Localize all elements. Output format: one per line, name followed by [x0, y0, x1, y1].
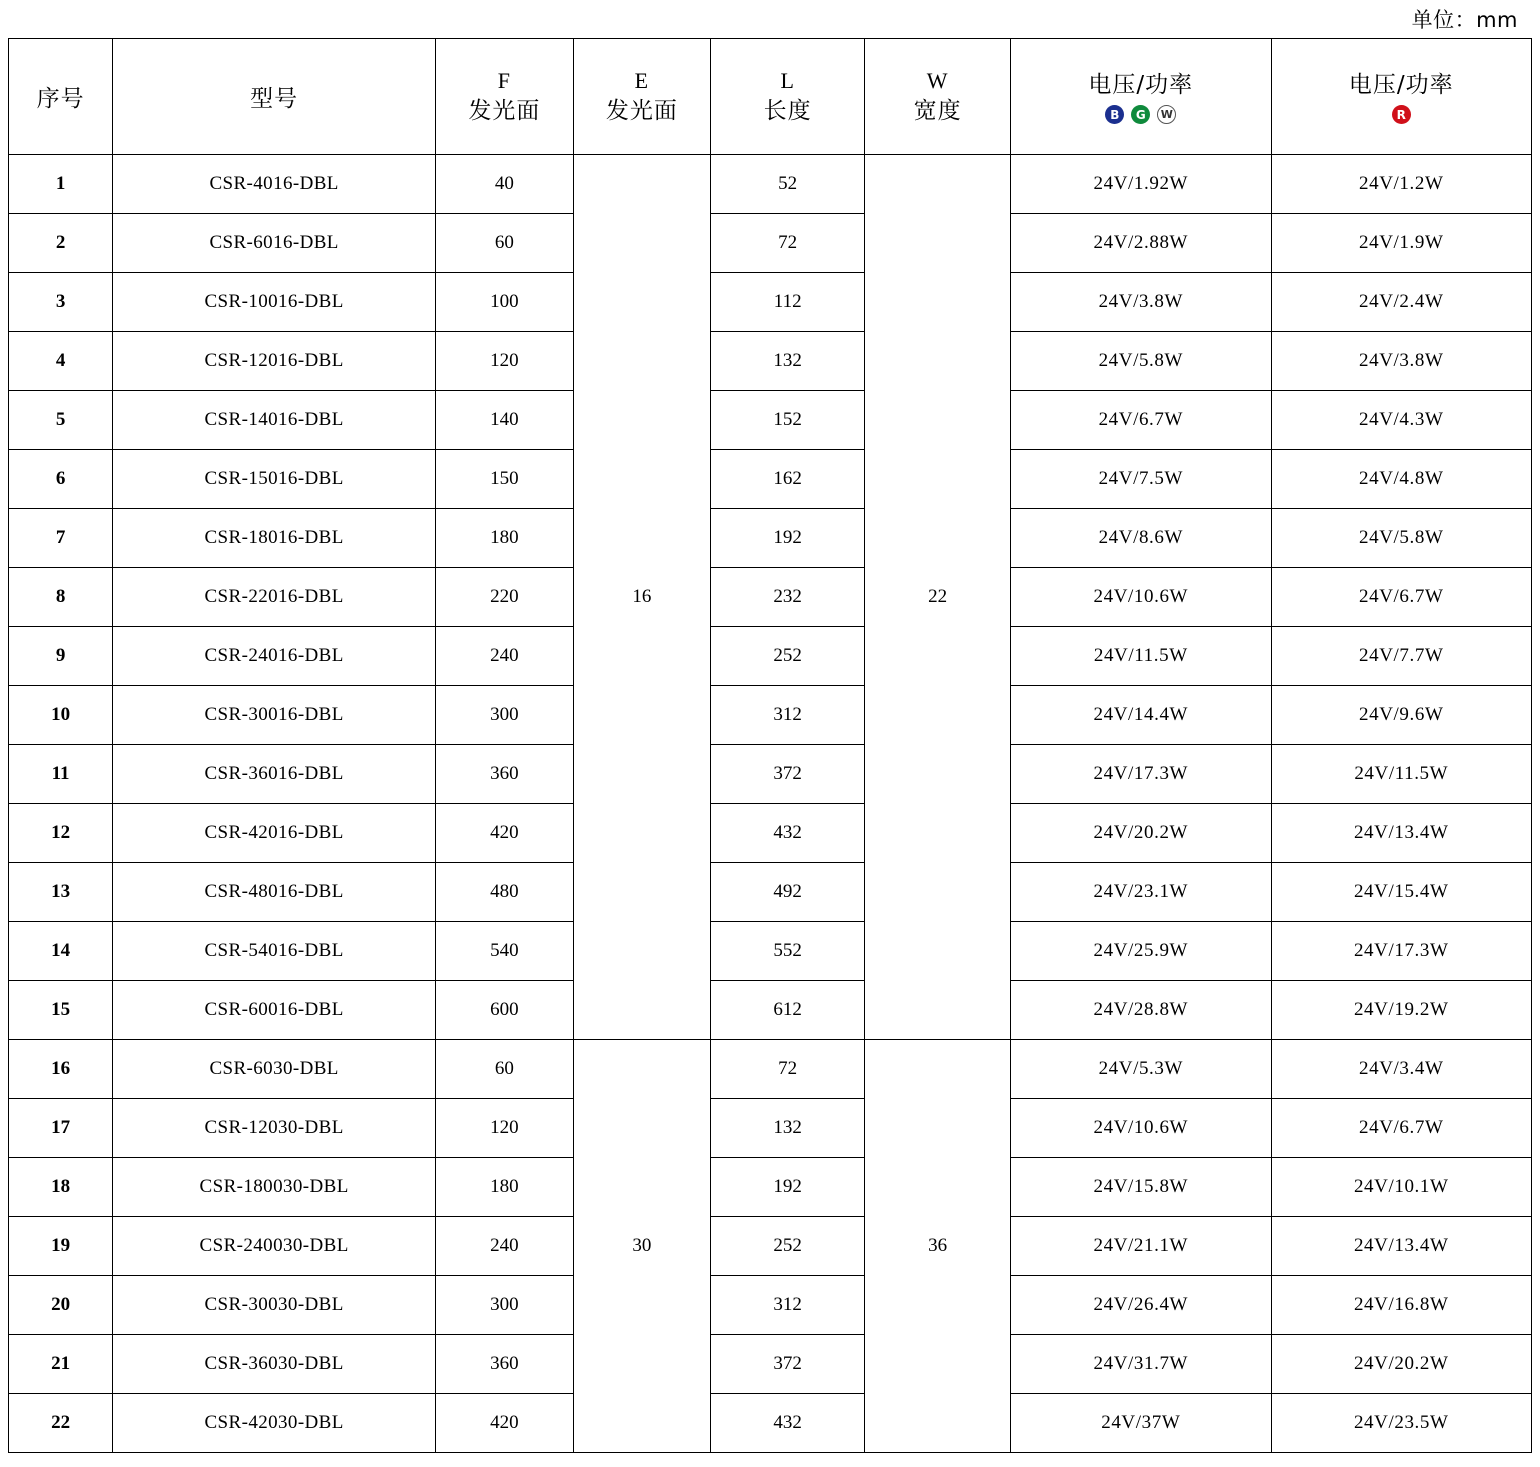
column-header-l: [711, 39, 865, 155]
column-header-index: [9, 39, 113, 155]
cell-f-emitting-face: 540: [436, 922, 574, 981]
table-row: [9, 509, 1532, 568]
cell-f-emitting-face: 220: [436, 568, 574, 627]
table-row: [9, 863, 1532, 922]
column-header-voltage-r: [1271, 39, 1531, 155]
cell-model: CSR-180030-DBL: [113, 1158, 436, 1217]
column-header-w-code: W: [926, 68, 949, 94]
cell-index: 3: [9, 273, 113, 332]
cell-index: 4: [9, 332, 113, 391]
cell-model: CSR-6016-DBL: [113, 214, 436, 273]
cell-model: CSR-6030-DBL: [113, 1040, 436, 1099]
column-header-model: [113, 39, 436, 155]
cell-l-length: 192: [711, 509, 865, 568]
cell-l-length: 232: [711, 568, 865, 627]
table-row: [9, 1276, 1532, 1335]
cell-model: CSR-22016-DBL: [113, 568, 436, 627]
color-badge-group-r: [1392, 105, 1411, 124]
column-header-f-code: F: [497, 68, 511, 94]
cell-voltage-power-bgw: 24V/25.9W: [1011, 922, 1271, 981]
cell-voltage-power-r: 24V/6.7W: [1271, 1099, 1531, 1158]
cell-l-length: 252: [711, 1217, 865, 1276]
cell-e-emitting-face: 30: [573, 1040, 711, 1453]
cell-index: 21: [9, 1335, 113, 1394]
cell-index: 20: [9, 1276, 113, 1335]
column-header-f: [436, 39, 574, 155]
cell-f-emitting-face: 420: [436, 1394, 574, 1453]
color-badge-group-bgw: [1105, 105, 1176, 124]
cell-f-emitting-face: 600: [436, 981, 574, 1040]
cell-f-emitting-face: 180: [436, 1158, 574, 1217]
table-row: [9, 1335, 1532, 1394]
cell-l-length: 312: [711, 686, 865, 745]
cell-f-emitting-face: 300: [436, 1276, 574, 1335]
cell-index: 19: [9, 1217, 113, 1276]
table-row: [9, 922, 1532, 981]
cell-voltage-power-r: 24V/17.3W: [1271, 922, 1531, 981]
table-row: [9, 804, 1532, 863]
table-body: [9, 155, 1532, 1453]
cell-model: CSR-42016-DBL: [113, 804, 436, 863]
cell-index: 10: [9, 686, 113, 745]
cell-model: CSR-24016-DBL: [113, 627, 436, 686]
table-row: [9, 745, 1532, 804]
cell-l-length: 132: [711, 332, 865, 391]
cell-f-emitting-face: 40: [436, 155, 574, 214]
badge-green-icon: G: [1131, 105, 1150, 124]
cell-index: 22: [9, 1394, 113, 1453]
table-header-row: [9, 39, 1532, 155]
table-row: [9, 1158, 1532, 1217]
cell-voltage-power-r: 24V/11.5W: [1271, 745, 1531, 804]
cell-l-length: 162: [711, 450, 865, 509]
cell-voltage-power-bgw: 24V/10.6W: [1011, 568, 1271, 627]
cell-f-emitting-face: 420: [436, 804, 574, 863]
cell-index: 18: [9, 1158, 113, 1217]
table-row: [9, 155, 1532, 214]
cell-l-length: 612: [711, 981, 865, 1040]
cell-voltage-power-bgw: 24V/14.4W: [1011, 686, 1271, 745]
cell-model: CSR-48016-DBL: [113, 863, 436, 922]
cell-index: 13: [9, 863, 113, 922]
cell-model: CSR-30016-DBL: [113, 686, 436, 745]
cell-voltage-power-r: 24V/20.2W: [1271, 1335, 1531, 1394]
cell-l-length: 152: [711, 391, 865, 450]
column-header-f-label: 发光面: [468, 97, 541, 124]
unit-note: 单位：mm: [1411, 8, 1518, 32]
cell-voltage-power-r: 24V/3.8W: [1271, 332, 1531, 391]
cell-l-length: 492: [711, 863, 865, 922]
column-header-w: [865, 39, 1011, 155]
cell-l-length: 252: [711, 627, 865, 686]
cell-voltage-power-r: 24V/7.7W: [1271, 627, 1531, 686]
cell-index: 11: [9, 745, 113, 804]
cell-f-emitting-face: 120: [436, 332, 574, 391]
cell-model: CSR-60016-DBL: [113, 981, 436, 1040]
cell-model: CSR-12016-DBL: [113, 332, 436, 391]
cell-index: 1: [9, 155, 113, 214]
table-row: [9, 568, 1532, 627]
cell-voltage-power-r: 24V/1.2W: [1271, 155, 1531, 214]
cell-voltage-power-r: 24V/6.7W: [1271, 568, 1531, 627]
cell-index: 16: [9, 1040, 113, 1099]
cell-voltage-power-bgw: 24V/1.92W: [1011, 155, 1271, 214]
table-row: [9, 391, 1532, 450]
column-header-voltage-r-label: 电压/功率: [1348, 71, 1454, 98]
cell-model: CSR-54016-DBL: [113, 922, 436, 981]
cell-model: CSR-12030-DBL: [113, 1099, 436, 1158]
cell-f-emitting-face: 480: [436, 863, 574, 922]
cell-f-emitting-face: 360: [436, 745, 574, 804]
table-row: [9, 273, 1532, 332]
cell-l-length: 312: [711, 1276, 865, 1335]
cell-model: CSR-15016-DBL: [113, 450, 436, 509]
cell-voltage-power-bgw: 24V/21.1W: [1011, 1217, 1271, 1276]
cell-f-emitting-face: 140: [436, 391, 574, 450]
cell-voltage-power-bgw: 24V/37W: [1011, 1394, 1271, 1453]
column-header-model-label: 型号: [250, 86, 299, 112]
cell-voltage-power-bgw: 24V/26.4W: [1011, 1276, 1271, 1335]
cell-voltage-power-r: 24V/10.1W: [1271, 1158, 1531, 1217]
badge-red-icon: R: [1392, 105, 1411, 124]
cell-voltage-power-r: 24V/5.8W: [1271, 509, 1531, 568]
cell-f-emitting-face: 180: [436, 509, 574, 568]
cell-l-length: 52: [711, 155, 865, 214]
cell-voltage-power-r: 24V/19.2W: [1271, 981, 1531, 1040]
cell-index: 14: [9, 922, 113, 981]
cell-l-length: 372: [711, 1335, 865, 1394]
cell-model: CSR-30030-DBL: [113, 1276, 436, 1335]
table-row: [9, 1040, 1532, 1099]
cell-l-length: 372: [711, 745, 865, 804]
cell-model: CSR-10016-DBL: [113, 273, 436, 332]
cell-voltage-power-r: 24V/4.8W: [1271, 450, 1531, 509]
cell-index: 6: [9, 450, 113, 509]
cell-voltage-power-bgw: 24V/28.8W: [1011, 981, 1271, 1040]
column-header-w-label: 宽度: [913, 97, 962, 124]
cell-model: CSR-4016-DBL: [113, 155, 436, 214]
cell-model: CSR-14016-DBL: [113, 391, 436, 450]
table-row: [9, 214, 1532, 273]
cell-f-emitting-face: 240: [436, 627, 574, 686]
cell-voltage-power-bgw: 24V/20.2W: [1011, 804, 1271, 863]
cell-voltage-power-r: 24V/3.4W: [1271, 1040, 1531, 1099]
cell-f-emitting-face: 60: [436, 1040, 574, 1099]
cell-index: 17: [9, 1099, 113, 1158]
cell-voltage-power-bgw: 24V/7.5W: [1011, 450, 1271, 509]
cell-l-length: 72: [711, 1040, 865, 1099]
cell-voltage-power-bgw: 24V/11.5W: [1011, 627, 1271, 686]
cell-f-emitting-face: 300: [436, 686, 574, 745]
cell-f-emitting-face: 100: [436, 273, 574, 332]
cell-l-length: 192: [711, 1158, 865, 1217]
column-header-voltage-bgw: [1011, 39, 1271, 155]
cell-voltage-power-r: 24V/9.6W: [1271, 686, 1531, 745]
cell-index: 7: [9, 509, 113, 568]
cell-voltage-power-r: 24V/13.4W: [1271, 804, 1531, 863]
cell-voltage-power-bgw: 24V/6.7W: [1011, 391, 1271, 450]
table-row: [9, 1217, 1532, 1276]
column-header-e-code: E: [634, 68, 650, 94]
cell-l-length: 112: [711, 273, 865, 332]
cell-voltage-power-r: 24V/23.5W: [1271, 1394, 1531, 1453]
cell-index: 9: [9, 627, 113, 686]
cell-l-length: 132: [711, 1099, 865, 1158]
cell-l-length: 72: [711, 214, 865, 273]
cell-voltage-power-bgw: 24V/5.3W: [1011, 1040, 1271, 1099]
column-header-e: [573, 39, 711, 155]
cell-voltage-power-r: 24V/16.8W: [1271, 1276, 1531, 1335]
cell-index: 12: [9, 804, 113, 863]
column-header-voltage-bgw-label: 电压/功率: [1088, 71, 1194, 98]
table-row: [9, 450, 1532, 509]
cell-f-emitting-face: 150: [436, 450, 574, 509]
cell-voltage-power-r: 24V/15.4W: [1271, 863, 1531, 922]
cell-model: CSR-18016-DBL: [113, 509, 436, 568]
cell-l-length: 432: [711, 804, 865, 863]
cell-index: 5: [9, 391, 113, 450]
table-row: [9, 1099, 1532, 1158]
cell-l-length: 552: [711, 922, 865, 981]
table-row: [9, 332, 1532, 391]
table-row: [9, 1394, 1532, 1453]
badge-white-icon: W: [1157, 105, 1176, 124]
table-row: [9, 686, 1532, 745]
cell-voltage-power-bgw: 24V/3.8W: [1011, 273, 1271, 332]
table-header: [9, 39, 1532, 155]
table-row: [9, 981, 1532, 1040]
cell-voltage-power-bgw: 24V/17.3W: [1011, 745, 1271, 804]
cell-index: 8: [9, 568, 113, 627]
column-header-l-code: L: [780, 68, 795, 94]
column-header-e-label: 发光面: [605, 97, 678, 124]
cell-e-emitting-face: 16: [573, 155, 711, 1040]
cell-model: CSR-36030-DBL: [113, 1335, 436, 1394]
cell-voltage-power-r: 24V/1.9W: [1271, 214, 1531, 273]
cell-voltage-power-bgw: 24V/31.7W: [1011, 1335, 1271, 1394]
cell-voltage-power-bgw: 24V/8.6W: [1011, 509, 1271, 568]
cell-f-emitting-face: 240: [436, 1217, 574, 1276]
cell-voltage-power-r: 24V/2.4W: [1271, 273, 1531, 332]
cell-voltage-power-bgw: 24V/10.6W: [1011, 1099, 1271, 1158]
cell-model: CSR-36016-DBL: [113, 745, 436, 804]
cell-w-width: 22: [865, 155, 1011, 1040]
cell-voltage-power-bgw: 24V/5.8W: [1011, 332, 1271, 391]
cell-index: 15: [9, 981, 113, 1040]
cell-w-width: 36: [865, 1040, 1011, 1453]
cell-index: 2: [9, 214, 113, 273]
cell-model: CSR-240030-DBL: [113, 1217, 436, 1276]
table-row: [9, 627, 1532, 686]
cell-l-length: 432: [711, 1394, 865, 1453]
cell-voltage-power-bgw: 24V/23.1W: [1011, 863, 1271, 922]
cell-f-emitting-face: 360: [436, 1335, 574, 1394]
cell-voltage-power-bgw: 24V/15.8W: [1011, 1158, 1271, 1217]
cell-f-emitting-face: 60: [436, 214, 574, 273]
cell-f-emitting-face: 120: [436, 1099, 574, 1158]
cell-model: CSR-42030-DBL: [113, 1394, 436, 1453]
cell-voltage-power-r: 24V/13.4W: [1271, 1217, 1531, 1276]
specification-table: [8, 38, 1532, 1453]
badge-blue-icon: B: [1105, 105, 1124, 124]
cell-voltage-power-bgw: 24V/2.88W: [1011, 214, 1271, 273]
column-header-index-label: 序号: [36, 86, 85, 112]
cell-voltage-power-r: 24V/4.3W: [1271, 391, 1531, 450]
column-header-l-label: 长度: [763, 97, 812, 124]
